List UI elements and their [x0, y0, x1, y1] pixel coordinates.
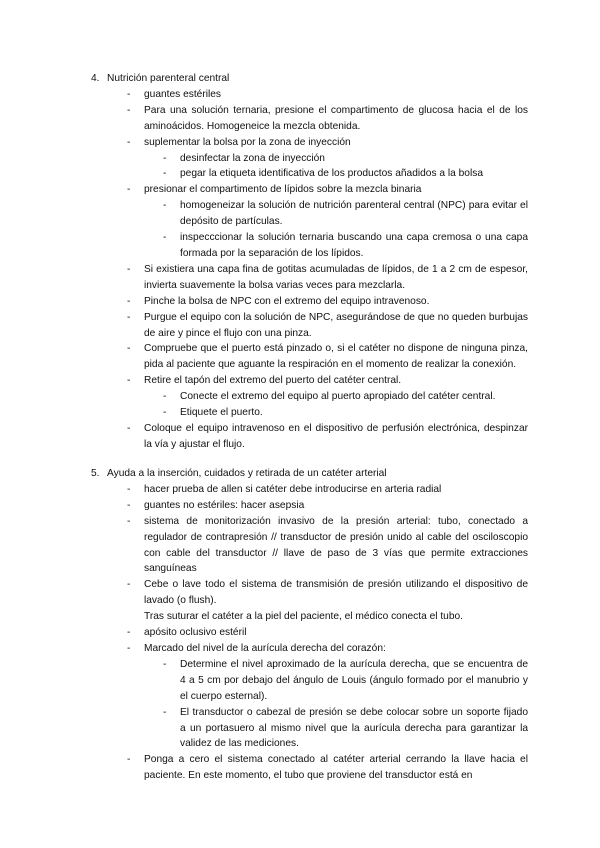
- dash-marker: -: [127, 311, 131, 323]
- list-item: - Cebe o lave todo el sistema de transmisión de presión utilizando el dispositivo de lavado (o flush).: [127, 579, 528, 607]
- sub-list-item: - Determine el nivel aproximado de la aurícula derecha, que se encuentra de 4 a 5 cm por debajo del ángulo de Louis (ángulo formado por el manubrio y el cuerpo esternal).: [163, 658, 528, 702]
- section-title: Ayuda a la inserción, cuidados y retirada de un catéter arterial: [107, 468, 387, 479]
- section-heading: [0, 466, 600, 482]
- section-4: [0, 71, 600, 453]
- section-number: 4.: [91, 73, 100, 84]
- section-number: 5.: [91, 468, 100, 479]
- dash-marker: -: [127, 422, 131, 434]
- section-5: [0, 466, 600, 784]
- dash-marker: -: [127, 754, 131, 766]
- dash-marker: -: [163, 200, 167, 212]
- list-item: - Para una solución ternaria, presione el compartimento de glucosa hacia el de los aminoácidos. Homogeneice la mezcla obtenida.: [127, 104, 528, 132]
- list-item: - Si existiera una capa fina de gotitas acumuladas de lípidos, de 1 a 2 cm de espesor, invierta suavemente la bolsa varias veces para mezclarla.: [127, 263, 528, 291]
- continuation-text: Tras suturar el catéter a la piel del paciente, el médico conecta el tubo.: [144, 611, 464, 623]
- dash-marker: -: [127, 499, 131, 511]
- list-item: - Ponga a cero el sistema conectado al catéter arterial cerrando la llave hacia el paciente. En este momento, el tubo que proviene del transductor está en: [127, 754, 528, 782]
- list-item: - presionar el compartimento de lípidos sobre la mezcla binaria: [0, 182, 600, 198]
- list-item: - apósito oclusivo estéril: [0, 625, 600, 641]
- section-heading: [0, 71, 600, 87]
- dash-marker: -: [127, 88, 131, 100]
- list-item: - sistema de monitorización invasivo de la presión arterial: tubo, conectado a regulador de contrapresión // transductor de presión unido al cable del osciloscopio con cable del transductor // llave de paso de 3 vías que permite extracciones sanguíneas: [127, 515, 528, 575]
- dash-marker: -: [127, 483, 131, 495]
- dash-marker: -: [163, 168, 167, 180]
- dash-marker: -: [127, 515, 131, 527]
- sub-list-item: - Etiquete el puerto.: [0, 405, 600, 421]
- list-item: - Pinche la bolsa de NPC con el extremo del equipo intravenoso.: [0, 294, 600, 310]
- list-item: - Marcado del nivel de la aurícula derecha del corazón:: [0, 641, 600, 657]
- dash-marker: -: [163, 407, 167, 419]
- section-title: Nutrición parenteral central: [107, 73, 230, 84]
- dash-marker: -: [127, 295, 131, 307]
- list-item: - Retire el tapón del extremo del puerto del catéter central.: [0, 373, 600, 389]
- dash-marker: -: [127, 642, 131, 654]
- list-item: - Compruebe que el puerto está pinzado o, si el catéter no dispone de ninguna pinza, pida al paciente que aguante la respiración en el momento de realizar la conexión.: [127, 343, 528, 371]
- dash-marker: -: [163, 152, 167, 164]
- dash-marker: -: [163, 232, 167, 244]
- list-item: - Purgue el equipo con la solución de NPC, asegurándose de que no queden burbujas de aire y pince el flujo con una pinza.: [127, 311, 528, 339]
- dash-marker: -: [127, 343, 131, 355]
- list-item: - guantes estériles: [0, 87, 600, 103]
- list-item: - guantes no estériles: hacer asepsia: [0, 498, 600, 514]
- dash-marker: -: [127, 263, 131, 275]
- sub-list-item: - pegar la etiqueta identificativa de los productos añadidos a la bolsa: [0, 166, 600, 182]
- dash-marker: -: [127, 104, 131, 116]
- list-item: - suplementar la bolsa por la zona de inyección: [0, 135, 600, 151]
- dash-marker: -: [163, 706, 167, 718]
- sub-list-item: - El transductor o cabezal de presión se debe colocar sobre un soporte fijado a un portasuero al mismo nivel que la aurícula derecha para garantizar la validez de las mediciones.: [163, 706, 528, 750]
- dash-marker: -: [127, 579, 131, 591]
- dash-marker: -: [127, 184, 131, 196]
- list-item: - hacer prueba de allen si catéter debe introducirse en arteria radial: [0, 482, 600, 498]
- dash-marker: -: [127, 136, 131, 148]
- dash-marker: -: [127, 375, 131, 387]
- sub-list-item: - desinfectar la zona de inyección: [0, 151, 600, 167]
- sub-list-item: - Conecte el extremo del equipo al puerto apropiado del catéter central.: [0, 389, 600, 405]
- dash-marker: -: [163, 391, 167, 403]
- dash-marker: -: [127, 627, 131, 639]
- list-item: - Coloque el equipo intravenoso en el dispositivo de perfusión electrónica, despinzar la vía y ajustar el flujo.: [127, 422, 528, 450]
- sub-list-item: - homogeneizar la solución de nutrición parenteral central (NPC) para evitar el depósito de partículas.: [163, 200, 528, 228]
- dash-marker: -: [163, 658, 167, 670]
- sub-list-item: - inspecccionar la solución ternaria buscando una capa cremosa o una capa formada por la separación de los lípidos.: [163, 232, 528, 259]
